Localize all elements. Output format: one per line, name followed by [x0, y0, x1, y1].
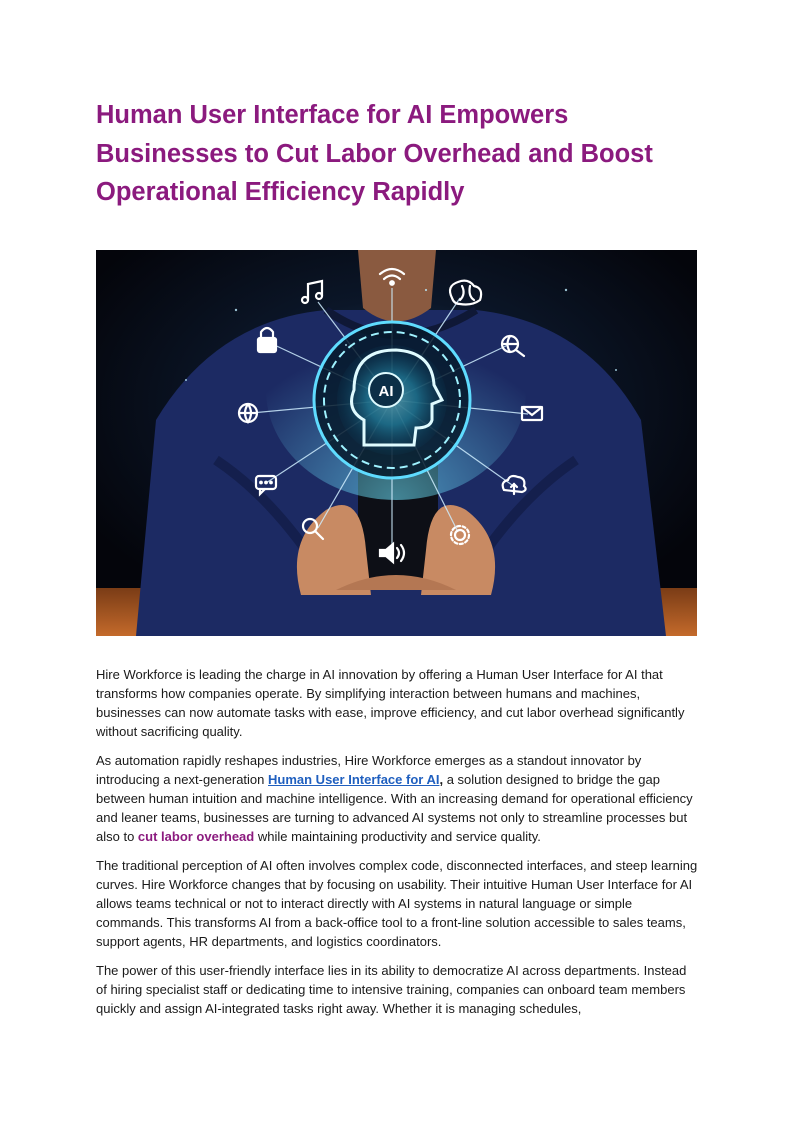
paragraph-3: The traditional perception of AI often involves complex code, disconnected interfaces, and steep learning curves. Hire Workforce changes that by focusing on usability. Their intuitive Human User Interface for AI allows teams technical or not to interact directly with AI systems in natural language or simple commands. This transforms AI from a back-office tool to a front-line solution accessible to sales teams, support agents, HR departments, and logistics coordinators.: [96, 858, 698, 949]
article-title: Human User Interface for AI Empowers Businesses to Cut Labor Overhead and Boost Operational Efficiency Rapidly: [96, 101, 653, 206]
paragraph-2-intro: As automation rapidly reshapes industries, Hire Workforce emerges as a standout innovator by introducing a next-generation: [96, 753, 642, 787]
ai-center-label: AI: [378, 383, 394, 400]
cut-labor-overhead-highlight: cut labor overhead: [137, 829, 255, 844]
hero-image: [96, 250, 697, 636]
paragraph-4: The power of this user-friendly interface lies in its ability to democratize AI across departments. Instead of hiring specialist staff or dedicating time to intensive training, companies can onboard team members quickly and assign AI-integrated tasks right away. Whether it is managing schedules,: [96, 963, 687, 1016]
paragraph-2-comma: ,: [439, 772, 444, 787]
ai-label-badge: [369, 373, 403, 407]
human-ui-for-ai-link[interactable]: Human User Interface for AI: [268, 772, 440, 787]
paragraph-2-middle: a solution designed to bridge the gap between human intuition and machine intelligence. With an increasing demand for operational efficiency and leaner teams, businesses are turning to advanced AI systems not only to streamline processes but also to: [96, 772, 693, 844]
paragraph-2-end: while maintaining productivity and service quality.: [254, 829, 541, 844]
paragraph-1: Hire Workforce is leading the charge in AI innovation by offering a Human User Interface for AI that transforms how companies operate. By simplifying interaction between humans and machines, businesses can now automate tasks with ease, improve efficiency, and cut labor overhead significantly without sacrificing quality.: [96, 667, 685, 739]
paragraph-2: [96, 751, 700, 846]
article-body: [96, 665, 700, 1028]
